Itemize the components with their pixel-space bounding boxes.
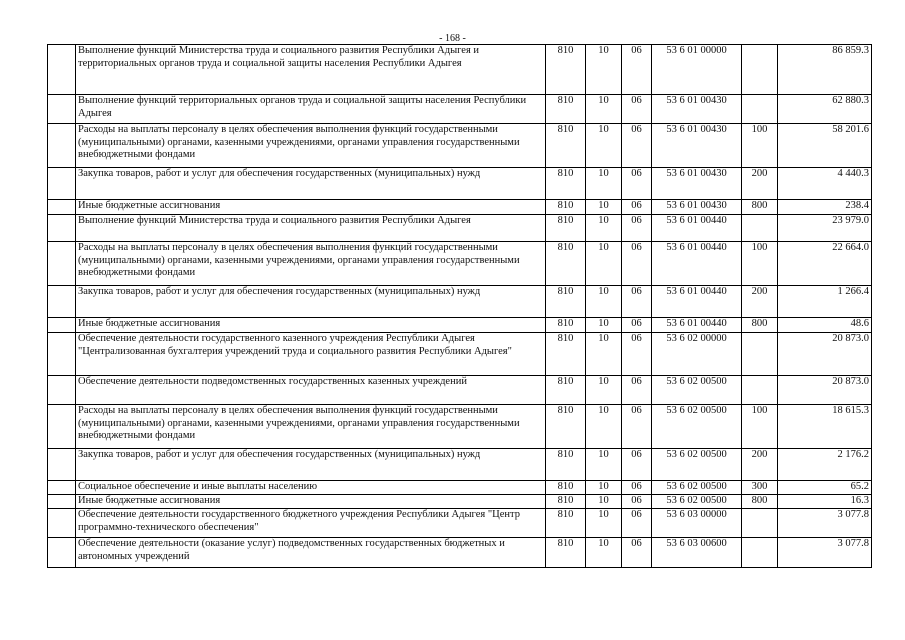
row-ved-cell: 810 bbox=[546, 168, 586, 200]
table-row bbox=[48, 538, 872, 568]
row-marker-cell bbox=[48, 481, 76, 495]
table-row bbox=[48, 405, 872, 449]
row-pr-cell: 06 bbox=[622, 242, 652, 286]
row-amount-cell: 1 266.4 bbox=[778, 286, 872, 318]
row-vr-cell: 800 bbox=[742, 318, 778, 333]
table-row bbox=[48, 495, 872, 509]
row-amount-cell: 16.3 bbox=[778, 495, 872, 509]
row-amount-cell: 2 176.2 bbox=[778, 449, 872, 481]
row-rz-cell: 10 bbox=[586, 200, 622, 215]
row-pr-cell: 06 bbox=[622, 495, 652, 509]
row-rz-cell: 10 bbox=[586, 215, 622, 242]
row-amount-cell: 23 979.0 bbox=[778, 215, 872, 242]
row-marker-cell bbox=[48, 242, 76, 286]
row-ved-cell: 810 bbox=[546, 318, 586, 333]
row-amount-cell: 48.6 bbox=[778, 318, 872, 333]
row-pr-cell: 06 bbox=[622, 481, 652, 495]
table-row bbox=[48, 286, 872, 318]
row-pr-cell: 06 bbox=[622, 333, 652, 376]
row-vr-cell: 100 bbox=[742, 405, 778, 449]
row-marker-cell bbox=[48, 405, 76, 449]
row-rz-cell: 10 bbox=[586, 376, 622, 405]
row-name-cell: Обеспечение деятельности подведомственных государственных казенных учреждений bbox=[76, 376, 546, 405]
row-rz-cell: 10 bbox=[586, 95, 622, 124]
row-name-cell: Иные бюджетные ассигнования bbox=[76, 200, 546, 215]
row-vr-cell: 200 bbox=[742, 449, 778, 481]
row-name-cell: Закупка товаров, работ и услуг для обеспечения государственных (муниципальных) нужд bbox=[76, 449, 546, 481]
row-pr-cell: 06 bbox=[622, 405, 652, 449]
row-vr-cell bbox=[742, 215, 778, 242]
table-row bbox=[48, 242, 872, 286]
row-name-cell: Закупка товаров, работ и услуг для обеспечения государственных (муниципальных) нужд bbox=[76, 168, 546, 200]
row-ved-cell: 810 bbox=[546, 405, 586, 449]
row-marker-cell bbox=[48, 215, 76, 242]
row-vr-cell bbox=[742, 333, 778, 376]
row-pr-cell: 06 bbox=[622, 45, 652, 95]
table-row bbox=[48, 124, 872, 168]
row-pr-cell: 06 bbox=[622, 95, 652, 124]
row-vr-cell bbox=[742, 509, 778, 538]
row-pr-cell: 06 bbox=[622, 200, 652, 215]
row-csr-cell: 53 6 01 00430 bbox=[652, 124, 742, 168]
row-name-cell: Выполнение функций Министерства труда и социального развития Республики Адыгея bbox=[76, 215, 546, 242]
row-name-cell: Обеспечение деятельности (оказание услуг) подведомственных государственных бюджетных и автономных учреждений bbox=[76, 538, 546, 568]
row-name-cell: Расходы на выплаты персоналу в целях обеспечения выполнения функций государственными (муниципальными) органами, казенными учреждениями, органами управления государственными внебюджетными фондами bbox=[76, 242, 546, 286]
row-amount-cell: 62 880.3 bbox=[778, 95, 872, 124]
row-rz-cell: 10 bbox=[586, 318, 622, 333]
row-csr-cell: 53 6 03 00600 bbox=[652, 538, 742, 568]
row-amount-cell: 22 664.0 bbox=[778, 242, 872, 286]
row-ved-cell: 810 bbox=[546, 45, 586, 95]
row-ved-cell: 810 bbox=[546, 376, 586, 405]
row-pr-cell: 06 bbox=[622, 124, 652, 168]
row-ved-cell: 810 bbox=[546, 215, 586, 242]
table-row bbox=[48, 168, 872, 200]
row-amount-cell: 58 201.6 bbox=[778, 124, 872, 168]
row-csr-cell: 53 6 03 00000 bbox=[652, 509, 742, 538]
row-csr-cell: 53 6 01 00430 bbox=[652, 200, 742, 215]
row-csr-cell: 53 6 02 00500 bbox=[652, 405, 742, 449]
row-vr-cell: 800 bbox=[742, 495, 778, 509]
row-pr-cell: 06 bbox=[622, 168, 652, 200]
row-ved-cell: 810 bbox=[546, 124, 586, 168]
row-marker-cell bbox=[48, 376, 76, 405]
row-amount-cell: 238.4 bbox=[778, 200, 872, 215]
row-marker-cell bbox=[48, 538, 76, 568]
row-name-cell: Социальное обеспечение и иные выплаты населению bbox=[76, 481, 546, 495]
row-rz-cell: 10 bbox=[586, 449, 622, 481]
table-row bbox=[48, 509, 872, 538]
row-ved-cell: 810 bbox=[546, 495, 586, 509]
row-pr-cell: 06 bbox=[622, 376, 652, 405]
row-csr-cell: 53 6 02 00500 bbox=[652, 449, 742, 481]
row-name-cell: Расходы на выплаты персоналу в целях обеспечения выполнения функций государственными (муниципальными) органами, казенными учреждениями, органами управления государственными внебюджетными фондами bbox=[76, 405, 546, 449]
row-ved-cell: 810 bbox=[546, 286, 586, 318]
row-marker-cell bbox=[48, 200, 76, 215]
row-marker-cell bbox=[48, 509, 76, 538]
row-marker-cell bbox=[48, 318, 76, 333]
row-pr-cell: 06 bbox=[622, 509, 652, 538]
row-rz-cell: 10 bbox=[586, 509, 622, 538]
row-csr-cell: 53 6 02 00000 bbox=[652, 333, 742, 376]
row-rz-cell: 10 bbox=[586, 481, 622, 495]
row-name-cell: Иные бюджетные ассигнования bbox=[76, 318, 546, 333]
row-amount-cell: 20 873.0 bbox=[778, 333, 872, 376]
table-row bbox=[48, 376, 872, 405]
row-csr-cell: 53 6 02 00500 bbox=[652, 481, 742, 495]
row-csr-cell: 53 6 01 00440 bbox=[652, 286, 742, 318]
row-ved-cell: 810 bbox=[546, 449, 586, 481]
row-csr-cell: 53 6 01 00430 bbox=[652, 168, 742, 200]
row-csr-cell: 53 6 01 00440 bbox=[652, 242, 742, 286]
table-row bbox=[48, 449, 872, 481]
row-vr-cell: 200 bbox=[742, 168, 778, 200]
row-amount-cell: 18 615.3 bbox=[778, 405, 872, 449]
row-rz-cell: 10 bbox=[586, 495, 622, 509]
budget-table bbox=[47, 44, 872, 568]
table-row bbox=[48, 45, 872, 95]
row-pr-cell: 06 bbox=[622, 538, 652, 568]
row-pr-cell: 06 bbox=[622, 318, 652, 333]
row-csr-cell: 53 6 02 00500 bbox=[652, 495, 742, 509]
row-csr-cell: 53 6 02 00500 bbox=[652, 376, 742, 405]
page-number: - 168 - bbox=[439, 33, 466, 44]
row-rz-cell: 10 bbox=[586, 286, 622, 318]
row-vr-cell bbox=[742, 376, 778, 405]
row-ved-cell: 810 bbox=[546, 481, 586, 495]
row-name-cell: Закупка товаров, работ и услуг для обеспечения государственных (муниципальных) нужд bbox=[76, 286, 546, 318]
row-vr-cell: 200 bbox=[742, 286, 778, 318]
row-vr-cell bbox=[742, 538, 778, 568]
table-row bbox=[48, 200, 872, 215]
row-vr-cell: 100 bbox=[742, 124, 778, 168]
row-amount-cell: 86 859.3 bbox=[778, 45, 872, 95]
row-csr-cell: 53 6 01 00440 bbox=[652, 318, 742, 333]
row-name-cell: Обеспечение деятельности государственного казенного учреждения Республики Адыгея "Централизованная бухгалтерия учреждений труда и социального развития Республики Адыгея" bbox=[76, 333, 546, 376]
row-name-cell: Выполнение функций территориальных органов труда и социальной защиты населения Республики Адыгея bbox=[76, 95, 546, 124]
row-vr-cell: 100 bbox=[742, 242, 778, 286]
row-vr-cell: 300 bbox=[742, 481, 778, 495]
row-amount-cell: 20 873.0 bbox=[778, 376, 872, 405]
row-ved-cell: 810 bbox=[546, 509, 586, 538]
row-ved-cell: 810 bbox=[546, 242, 586, 286]
row-ved-cell: 810 bbox=[546, 333, 586, 376]
row-csr-cell: 53 6 01 00440 bbox=[652, 215, 742, 242]
row-amount-cell: 3 077.8 bbox=[778, 538, 872, 568]
row-marker-cell bbox=[48, 333, 76, 376]
table-row bbox=[48, 318, 872, 333]
row-marker-cell bbox=[48, 45, 76, 95]
row-name-cell: Выполнение функций Министерства труда и социального развития Республики Адыгея и территориальных органов труда и социальной защиты населения Республики Адыгея bbox=[76, 45, 546, 95]
row-marker-cell bbox=[48, 449, 76, 481]
row-csr-cell: 53 6 01 00430 bbox=[652, 95, 742, 124]
table-row bbox=[48, 481, 872, 495]
row-rz-cell: 10 bbox=[586, 124, 622, 168]
row-amount-cell: 4 440.3 bbox=[778, 168, 872, 200]
row-rz-cell: 10 bbox=[586, 168, 622, 200]
row-rz-cell: 10 bbox=[586, 242, 622, 286]
row-name-cell: Иные бюджетные ассигнования bbox=[76, 495, 546, 509]
row-vr-cell bbox=[742, 45, 778, 95]
table-row bbox=[48, 333, 872, 376]
row-marker-cell bbox=[48, 95, 76, 124]
row-marker-cell bbox=[48, 495, 76, 509]
row-csr-cell: 53 6 01 00000 bbox=[652, 45, 742, 95]
table-row bbox=[48, 95, 872, 124]
row-rz-cell: 10 bbox=[586, 405, 622, 449]
row-marker-cell bbox=[48, 168, 76, 200]
row-rz-cell: 10 bbox=[586, 538, 622, 568]
row-rz-cell: 10 bbox=[586, 333, 622, 376]
row-marker-cell bbox=[48, 286, 76, 318]
row-ved-cell: 810 bbox=[546, 200, 586, 215]
row-name-cell: Обеспечение деятельности государственного бюджетного учреждения Республики Адыгея "Центр программно-технического обеспечения" bbox=[76, 509, 546, 538]
table-row bbox=[48, 215, 872, 242]
row-name-cell: Расходы на выплаты персоналу в целях обеспечения выполнения функций государственными (муниципальными) органами, казенными учреждениями, органами управления государственными внебюджетными фондами bbox=[76, 124, 546, 168]
table-body bbox=[48, 45, 872, 568]
row-ved-cell: 810 bbox=[546, 95, 586, 124]
row-vr-cell: 800 bbox=[742, 200, 778, 215]
row-vr-cell bbox=[742, 95, 778, 124]
row-amount-cell: 3 077.8 bbox=[778, 509, 872, 538]
row-rz-cell: 10 bbox=[586, 45, 622, 95]
row-amount-cell: 65.2 bbox=[778, 481, 872, 495]
row-pr-cell: 06 bbox=[622, 215, 652, 242]
row-pr-cell: 06 bbox=[622, 286, 652, 318]
row-ved-cell: 810 bbox=[546, 538, 586, 568]
row-marker-cell bbox=[48, 124, 76, 168]
row-pr-cell: 06 bbox=[622, 449, 652, 481]
